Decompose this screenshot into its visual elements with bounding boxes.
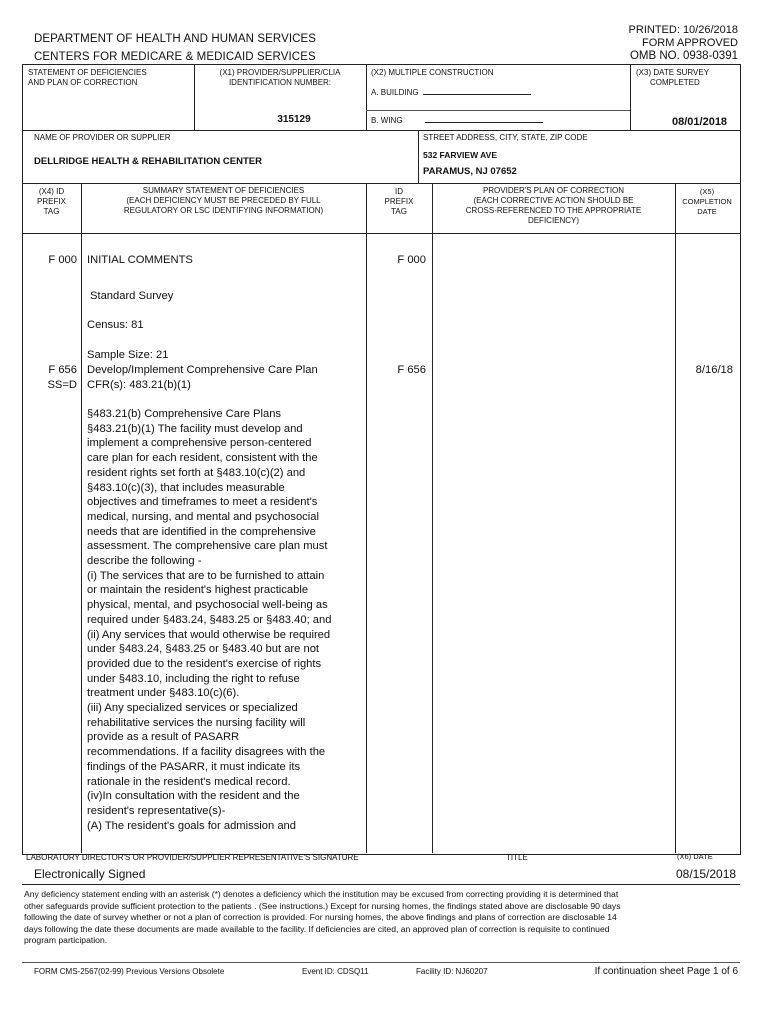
wing-field: B. WING xyxy=(371,113,543,126)
statement-label: STATEMENT OF DEFICIENCIES AND PLAN OF CORRECTION xyxy=(28,68,147,87)
page-number: If continuation sheet Page 1 of 6 xyxy=(594,966,738,977)
summary-header: SUMMARY STATEMENT OF DEFICIENCIES (EACH DEFICIENCY MUST BE PRECEDED BY FULL REGULATORY OR LSC IDENTIFYING INFORMATION) xyxy=(123,186,324,215)
street-label: STREET ADDRESS, CITY, STATE, ZIP CODE xyxy=(423,133,588,142)
x4-header: (X4) ID PREFIX TAG xyxy=(37,187,66,216)
provider-name: DELLRIDGE HEALTH & REHABILITATION CENTER xyxy=(34,156,262,167)
tag-f000: F 000 xyxy=(48,254,77,266)
plan-header: PROVIDER'S PLAN OF CORRECTION (EACH CORRECTIVE ACTION SHOULD BE CROSS-REFERENCED TO THE APPROPRIATE DEFICIENCY) xyxy=(465,186,642,225)
x3-label: (X3) DATE SURVEY COMPLETED xyxy=(636,68,710,87)
street-address: 532 FARVIEW AVE xyxy=(423,150,498,160)
disclaimer: Any deficiency statement ending with an asterisk (*) denotes a deficiency which the institution may be excused from correcting providing it is determined that other safeguards provide sufficient protection to the patients . (See instructions.) Except for nursing homes, the findings stated above are disclosable 90 days following the date of survey whether or not a plan of correction is provided. For nursing homes, the above findings and plans of correction are disclosable 14 days following the date these documents are made available to the facility. If deficiencies are cited, an approved plan of correction is requisite to continued program participation. xyxy=(24,889,621,945)
title-label: TITLE xyxy=(506,853,528,862)
signature-label: LABORATORY DIRECTOR'S OR PROVIDER/SUPPLIER REPRESENTATIVE'S SIGNATURE xyxy=(26,853,359,862)
deficiency-text: §483.21(b) Comprehensive Care Plans §483.21(b)(1) The facility must develop and implement a comprehensive person-centered care plan for each resident, consistent with the resident rights set forth at §483.10(c)(2) and §483.10(c)(3), that includes measurable objectives and timeframes to meet a resident's medical, nursing, and mental and psychosocial needs that are identified in the comprehensive assessment. The comprehensive care plan must describe the following - (i) The services that are to be furnished to attain or maintain the resident's highest practicable physical, mental, and psychosocial well-being as required under §483.24, §483.25 or §483.40; and (ii) Any services that would otherwise be required under §483.24, §483.25 or §483.40 but are not provided due to the resident's exercise of rights under §483.10, including the right to refuse treatment under §483.10(c)(6). (iii) Any specialized services or specialized rehabilitative services the nursing facility will provide as a result of PASARR recommendations. If a facility disagrees with the findings of the PASARR, it must indicate its rationale in the resident's medical record. (iv)In consultation with the resident and the resident's representative(s)- (A) The resident's goals for admission and xyxy=(87,408,332,832)
form-number: FORM CMS-2567(02-99) Previous Versions Obsolete xyxy=(34,967,225,976)
standard-survey: Standard Survey xyxy=(90,290,174,302)
x2-label: (X2) MULTIPLE CONSTRUCTION xyxy=(371,68,494,77)
printed-date: PRINTED: 10/26/2018 xyxy=(628,24,738,36)
survey-date: 08/01/2018 xyxy=(672,116,728,128)
completion-date: 8/16/18 xyxy=(695,364,733,376)
building-field: A. BUILDING xyxy=(371,85,531,98)
x5-header: (X5) COMPLETION DATE xyxy=(682,187,732,216)
signature-date: 08/15/2018 xyxy=(676,867,737,881)
form-approved: FORM APPROVED xyxy=(642,37,738,49)
sample-size: Sample Size: 21 xyxy=(87,349,169,361)
f656-cfr: CFR(s): 483.21(b)(1) xyxy=(87,379,191,391)
form-meta xyxy=(629,24,738,63)
city-state-zip: PARAMUS, NJ 07652 xyxy=(423,166,517,177)
centers-title: CENTERS FOR MEDICARE & MEDICAID SERVICES xyxy=(34,51,316,63)
x6-label: (X6) DATE xyxy=(677,852,713,861)
department-title: DEPARTMENT OF HEALTH AND HUMAN SERVICES xyxy=(34,33,317,45)
provider-id: 315129 xyxy=(277,114,311,125)
tag-f656-right: F 656 xyxy=(397,364,426,376)
census: Census: 81 xyxy=(87,319,144,331)
f656-title: Develop/Implement Comprehensive Care Plan xyxy=(87,364,318,376)
x1-label: (X1) PROVIDER/SUPPLIER/CLIA IDENTIFICATION NUMBER: xyxy=(219,68,341,87)
event-id: Event ID: CDSQ11 xyxy=(302,967,369,976)
omb-number: OMB NO. 0938-0391 xyxy=(629,50,738,62)
facility-id: Facility ID: NJ60207 xyxy=(416,967,488,976)
provider-label: NAME OF PROVIDER OR SUPPLIER xyxy=(34,133,171,142)
initial-comments: INITIAL COMMENTS xyxy=(87,254,193,266)
signature-value: Electronically Signed xyxy=(34,867,146,881)
tag-f000-right: F 000 xyxy=(397,254,426,266)
ss-code: SS=D xyxy=(47,379,77,391)
id-header: ID PREFIX TAG xyxy=(384,187,414,216)
tag-f656: F 656 xyxy=(48,364,77,376)
